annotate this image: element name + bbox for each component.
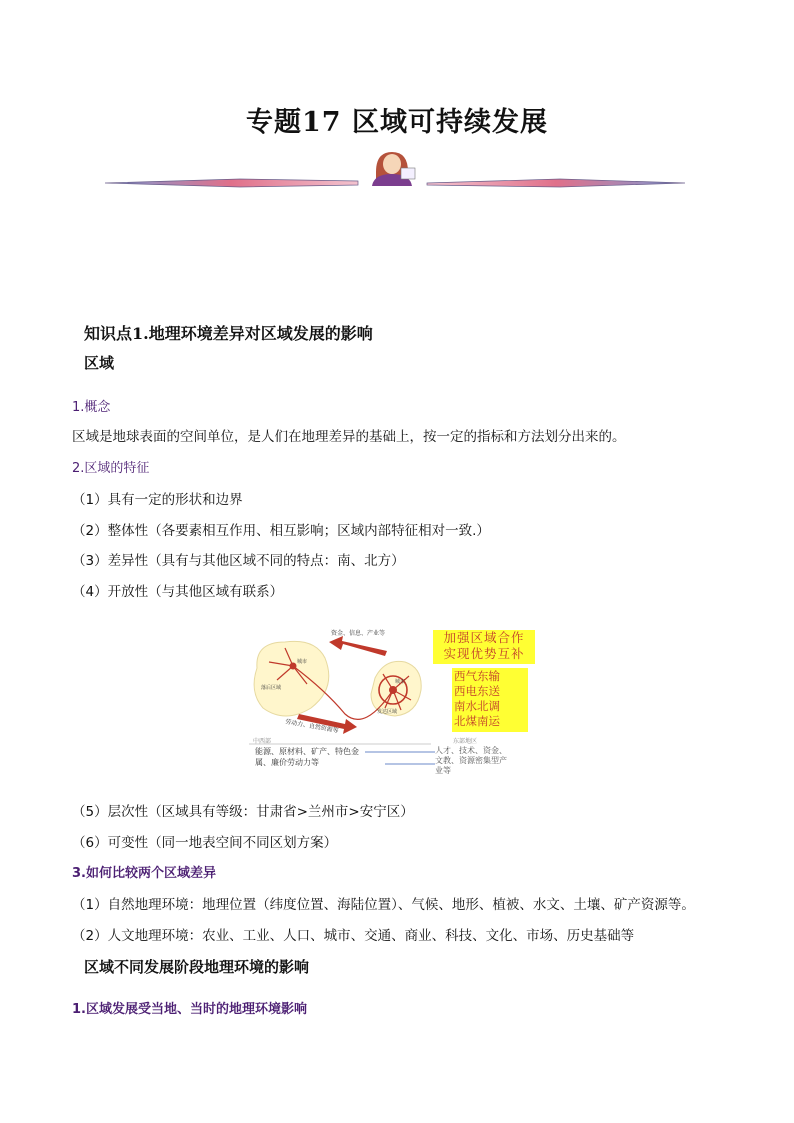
caption-right-line: 人才、技术、资金、: [435, 746, 507, 755]
caption-right-line: 业等: [435, 766, 451, 775]
arrow-top-label: 资金、信息、产业等: [331, 630, 386, 637]
header-decoration: [100, 140, 690, 196]
projects-box: [452, 668, 528, 732]
page-title: 专题17 区域可持续发展: [246, 107, 548, 138]
cooperation-box-line: 加强区域合作: [443, 630, 525, 645]
left-region-shape: [254, 641, 329, 716]
section-sub-heading: 区域: [84, 354, 115, 372]
node-right-label: 城市: [395, 679, 406, 685]
project-item: 北煤南运: [454, 714, 500, 728]
project-item: 西电东送: [454, 684, 500, 698]
region-cooperation-figure: [245, 628, 575, 780]
arrow-top: [329, 636, 387, 656]
feature-item: （5）层次性（区域具有等级：甘肃省>兰州市>安宁区）: [72, 804, 414, 820]
caption-left: [255, 746, 359, 768]
features-label: 2.区域的特征: [72, 461, 150, 476]
teacher-icon: [372, 152, 415, 186]
compare-item: （2）人文地理环境：农业、工业、人口、城市、交通、商业、科技、文化、市场、历史基础等: [72, 928, 635, 944]
section2-point1: 1.区域发展受当地、当时的地理环境影响: [72, 1002, 307, 1017]
left-deco-line: [105, 179, 358, 187]
project-item: 西气东输: [454, 669, 500, 683]
right-deco-line: [427, 179, 685, 187]
feature-item: （2）整体性（各要素相互作用、相互影响；区域内部特征相对一致.）: [72, 523, 490, 539]
caption-right-line: 文教、资源密集型产: [435, 756, 507, 765]
caption-left-line: 能源、原材料、矿产、特色金: [255, 747, 359, 756]
compare-item: （1）自然地理环境：地理位置（纬度位置、海陆位置）、气候、地形、植被、水文、土壤、矿产资源等。: [72, 897, 695, 913]
section2-sub-heading: 区域不同发展阶段地理环境的影响: [84, 958, 310, 976]
feature-item: （1）具有一定的形状和边界: [72, 492, 243, 508]
node-left-label: 城市: [297, 659, 308, 665]
feature-item: （3）差异性（具有与其他区域不同的特点：南、北方）: [72, 553, 405, 569]
node-left2-label: 落后区域: [261, 685, 282, 691]
region-right-label: 东部地区: [453, 738, 478, 745]
concept-text: 区域是地球表面的空间单位，是人们在地理差异的基础上，按一定的指标和方法划分出来的。: [72, 429, 626, 445]
cooperation-box-line: 实现优势互补: [443, 646, 525, 661]
caption-right: [435, 746, 507, 776]
project-item: 南水北调: [454, 699, 500, 713]
feature-item: （4）开放性（与其他区域有联系）: [72, 584, 284, 600]
cooperation-box: [433, 630, 535, 664]
caption-left-line: 属、廉价劳动力等: [255, 758, 319, 767]
knowledge-point-heading: 知识点1.地理环境差异对区域发展的影响: [84, 324, 373, 343]
node-right2-label: 发达区域: [377, 709, 398, 715]
compare-label: 3.如何比较两个区域差异: [72, 866, 216, 881]
concept-label: 1.概念: [72, 400, 111, 415]
arrow-bottom-label: 劳动力、自然资源等: [284, 718, 340, 735]
region-left-label: 中西部: [253, 738, 272, 745]
feature-item: （6）可变性（同一地表空间不同区划方案）: [72, 835, 338, 851]
